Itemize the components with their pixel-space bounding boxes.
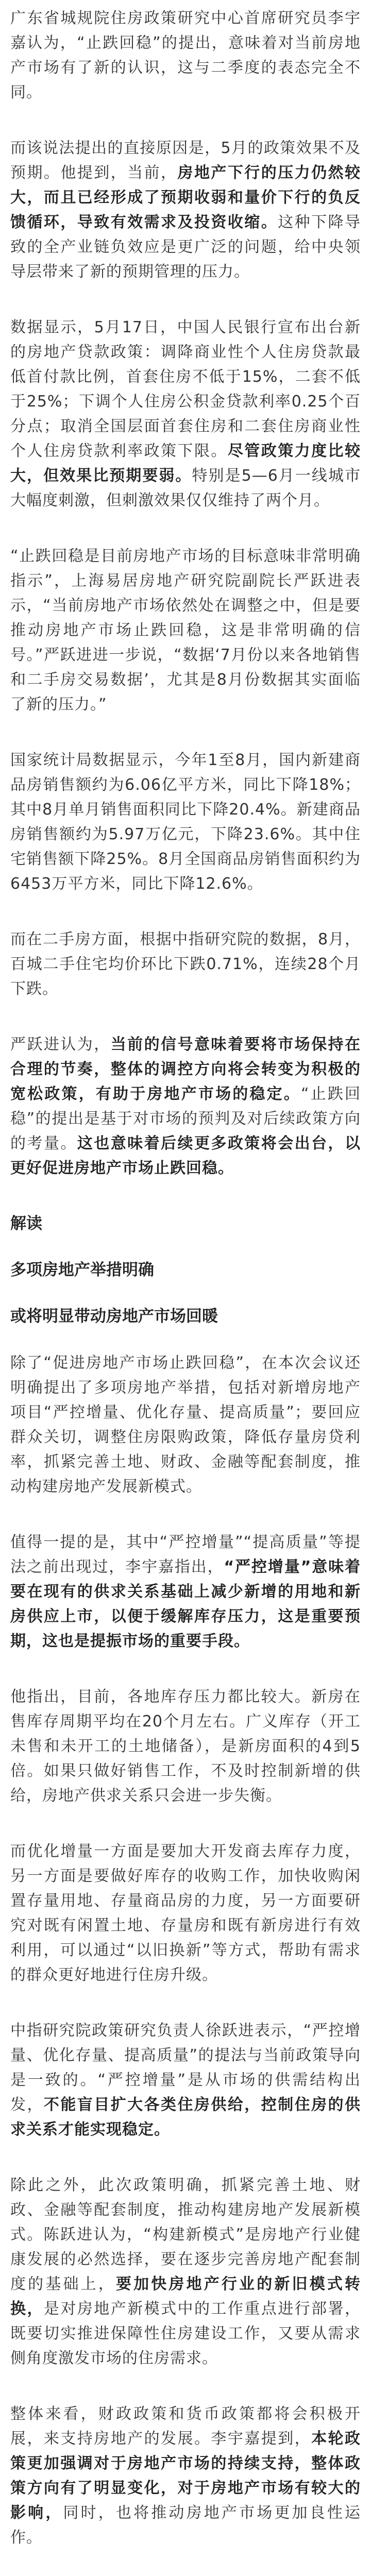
paragraph-text: 除此之外，此次政策明确，抓紧完善土地、财政、金融等配套制度，推动构建房地产发展新模式。陈跃进认为，“构建新模式”是房地产行业健康发展的必然选择，要在逐步完善房地产配套制度的基础上， [10, 2176, 361, 2293]
subheading: 或将明显带动房地产市场回暖 [10, 1307, 218, 1326]
paragraph [10, 927, 361, 1002]
paragraph-text: 数据显示，5月17日，中国人民银行宣布出台新的房地产贷款政策：调降商业性个人住房贷款最低首付款比例，首套住房不低于15%，二套不低于25%；下调个人住房公积金贷款利率0.25个百分点；取消全国层面首套住房和二套住房商业性个人住房贷款利率政策下限。 [10, 318, 361, 460]
paragraph-text: 整体来看，财政政策和货币政策都将会积极开展，来支持房地产的发展。李宇嘉提到， [10, 2405, 361, 2448]
paragraph [10, 1530, 361, 1654]
paragraph-text: 值得一提的是，其中“严控增量”“提高质量”等提法之前出现过，李宇嘉指出， [10, 1533, 361, 1576]
paragraph [10, 1032, 361, 1181]
paragraph-text: 这种下降导致的全产业链负效应是更广泛的问题，给中央领导层带来了新的预期管理的压力。 [10, 213, 361, 281]
paragraph-text: 而在二手房方面，根据中指研究院的数据，8月，百城二手住宅均价环比下跌0.71%，连续28个月下跌。 [10, 930, 361, 998]
emphasis-text: 要加快房地产行业的新旧模式转换， [10, 2275, 361, 2318]
emphasis-text: 这也意味着后续更多政策将会出台，以更好促进房地产市场止跌回稳。 [10, 1134, 361, 1177]
paragraph [10, 2019, 361, 2142]
paragraph [10, 136, 361, 284]
paragraph-text: “止跌回稳”的提出是基于对市场的预判及对后续政策方向的考量。 [10, 1085, 361, 1153]
paragraph-text: 而优化增量一方面是要加大开发商去库存力度，另一方面是要做好库存的收购工作，加快收购闲置存量用地、存量商品房的力度，另一方面要研究对既有闲置土地、存量房和既有新房进行有效利用，可以通过“以旧换新”等方式，帮助有需求的群众更好地进行住房升级。 [10, 1842, 361, 1984]
paragraph-text: 特别是5—6月一线城市大幅度刺激，但刺激效果仅仅维持了两个月。 [10, 467, 361, 510]
section-heading: 解读 [10, 1214, 42, 1233]
paragraph [10, 6, 361, 105]
emphasis-text: 当前的信号意味着要将市场保持在合理的节奏，整体的调控方向将会转变为积极的宽松政策，有助于房地产市场的稳定。 [10, 1036, 361, 1103]
paragraph-text: 国家统计局数据显示，今年1至8月，国内新建商品房销售额约为6.06亿平方米，同比下降18%；其中8月单月销售面积同比下降20.4%。新建商品房销售额约为5.97万亿元，下降23.6%。其中住宅销售额下降25%。8月全国商品房销售面积约为6453万平方米，同比下降12.6%。 [10, 751, 361, 893]
paragraph [10, 1685, 361, 1808]
paragraph [10, 2402, 361, 2550]
paragraph-text: 而该说法提出的直接原因是，5月的政策效果不及预期。他提到，当前， [10, 139, 361, 182]
paragraph-text: 除了“促进房地产市场止跌回稳”，在本次会议还明确提出了多项房地产举措，包括对新增房地产项目“严控增量、优化存量、提高质量”；要回应群众关切，调整住房限购政策，降低存量房贷利率，抓紧完善土地、财政、金融等配套制度，推动构建房地产发展新模式。 [10, 1354, 361, 1496]
paragraph [10, 1351, 361, 1499]
paragraph [10, 2173, 361, 2371]
paragraph-text: 是对房地产新模式中的工作重点进行部署，既要切实推进保障性住房建设工作，又要从需求侧角度激发市场的住房需求。 [10, 2300, 361, 2367]
subheading: 多项房地产举措明确 [10, 1261, 154, 1279]
paragraph [10, 544, 361, 717]
article-page [0, 6, 371, 2576]
paragraph-text: 同时，也将推动房地产市场更加良性运作。 [10, 2504, 361, 2547]
paragraph [10, 1839, 361, 1988]
emphasis-text: “严控增量”意味着要在现有的供求关系基础上减少新增的用地和新房供应上市，以便于缓解库存压力，这是重要预期，这也是提振市场的重要手段。 [10, 1558, 361, 1650]
paragraph-text: 中指研究院政策研究负责人徐跃进表示，“严控增量、优化存量、提高质量”的提法与当前政策导向是一致的。“严控增量”是从市场的供需结构出发， [10, 2022, 361, 2114]
paragraph [10, 315, 361, 513]
emphasis-text: 本轮政策更加强调对于房地产市场的持续支持，整体政策方向有了明显变化，对于房地产市场有较大的影响， [10, 2430, 361, 2522]
emphasis-text: 不能盲目扩大各类住房供给，控制住房的供求关系才能实现稳定。 [10, 2096, 361, 2139]
paragraph-text: 他指出，目前，各地库存压力都比较大。新房在售库存周期平均在20个月左右。广义库存（开工未售和未开工的土地储备），是新房面积的4到5倍。如果只做好销售工作，不及时控制新增的供给，房地产供求关系只会进一步失衡。 [10, 1688, 361, 1805]
paragraph-text: 严跃进认为， [10, 1036, 111, 1054]
paragraph [10, 748, 361, 896]
emphasis-text: 尽管政策力度比较大，但效果比预期要弱。 [10, 442, 361, 485]
paragraph-text: 广东省城规院住房政策研究中心首席研究员李宇嘉认为，“止跌回稳”的提出，意味着对当前房地产市场有了新的认识，这与二季度的表态完全不同。 [10, 9, 361, 101]
emphasis-text: 房地产下行的压力仍然较大，而且已经形成了预期收弱和量价下行的负反馈循环，导致有效需求及投资收缩。 [10, 164, 361, 231]
paragraph-text: “止跌回稳是目前房地产市场的目标意味非常明确指示”，上海易居房地产研究院副院长严跃进表示，“当前房地产市场依然处在调整之中，但是要推动房地产市场止跌回稳，这是非常明确的信号。”严跃进进一步说，“数据‘7月份以来各地销售和二手房交易数据’，尤其是8月份数据其实面临了新的压力。” [10, 547, 361, 714]
